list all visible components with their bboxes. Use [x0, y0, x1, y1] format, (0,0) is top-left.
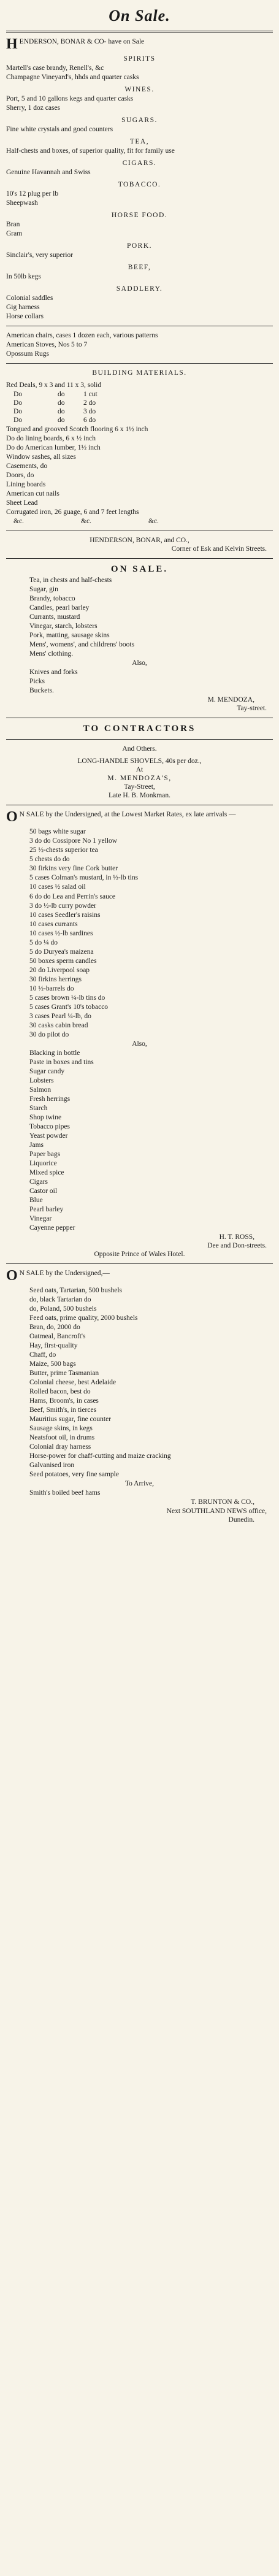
list-item: 50 boxes sperm candles	[29, 957, 97, 965]
ad4-list	[6, 827, 273, 1038]
ad4-signature-address: Dee and Don-streets.	[207, 1242, 267, 1250]
do-row	[6, 390, 273, 399]
list-item: 3 do do Cossipore No 1 yellow	[29, 837, 118, 845]
list-item: Casements, do	[6, 462, 48, 470]
list-item: Pearl barley	[29, 1206, 64, 1214]
ad1-building-title: BUILDING MATERIALS.	[92, 369, 187, 377]
list-item: Starch	[29, 1104, 48, 1112]
list-item: Sheet Lead	[6, 499, 38, 507]
section-title: PORK.	[126, 242, 153, 250]
list-item: Lobsters	[29, 1076, 54, 1084]
list-item: Salmon	[29, 1086, 52, 1094]
list-item: Sugar candy	[29, 1067, 65, 1075]
list-item: Colonial dray harness	[29, 1443, 91, 1451]
section-title: TEA,	[129, 137, 150, 145]
section-title: SPIRITS	[123, 55, 156, 63]
list-item: do, Poland, 500 bushels	[29, 1305, 97, 1313]
section-title: CIGARS.	[122, 159, 157, 167]
list-item: 10 cases currants	[29, 920, 78, 928]
ad-contractors	[6, 723, 273, 800]
do-cell: do	[58, 408, 65, 416]
list-item: Buckets.	[29, 686, 54, 694]
list-item: 10 cases ½-lb sardines	[29, 929, 93, 937]
list-item: Gram	[6, 229, 23, 237]
section-title: SUGARS.	[121, 116, 158, 124]
list-item: Mixed spice	[29, 1168, 64, 1176]
divider	[6, 739, 273, 740]
ad1-section	[6, 159, 273, 177]
list-item: Vinegar, starch, lobsters	[29, 622, 97, 630]
ad-ross	[6, 810, 273, 1259]
ad1-section	[6, 242, 273, 259]
do-cell: 2 do	[83, 399, 96, 407]
list-item: American Stoves, Nos 5 to 7	[6, 341, 88, 349]
etc-cell: &c.	[81, 518, 91, 526]
list-item: 3 cases Pearl ¼-lb, do	[29, 1012, 91, 1020]
list-item: Picks	[29, 677, 45, 685]
list-item: 30 firkins herrings	[29, 975, 82, 983]
list-item: do, black Tartarian do	[29, 1296, 91, 1304]
ad5-intro	[6, 1269, 273, 1282]
list-item: Cayenne pepper	[29, 1224, 75, 1232]
section-title: BEEF,	[128, 264, 151, 272]
ad5-signature-address: Next SOUTHLAND NEWS office,	[166, 1507, 267, 1515]
ad1-building-list	[6, 381, 273, 389]
do-row	[6, 399, 273, 407]
ad1-section	[6, 85, 273, 112]
ad5-signature: T. BRUNTON & CO.,	[191, 1498, 254, 1506]
list-item: Yeast powder	[29, 1132, 68, 1140]
ad5-signature-city: Dunedin.	[228, 1516, 254, 1524]
do-cell: 3 do	[83, 408, 96, 416]
divider	[6, 558, 273, 559]
do-cell: 6 do	[83, 416, 96, 424]
ad1-do-rows	[6, 390, 273, 424]
list-item: Half-chests and boxes, of superior quality, fit for family use	[6, 147, 175, 155]
list-item: Seed oats, Tartarian, 500 bushels	[29, 1287, 123, 1295]
list-item: Fresh herrings	[29, 1095, 71, 1103]
list-item: Opossum Rugs	[6, 350, 49, 358]
list-item: Rolled bacon, best do	[29, 1388, 91, 1396]
ad4-intro	[6, 810, 273, 824]
ad1-dropcap: H	[6, 36, 18, 52]
list-item: Jams	[29, 1141, 44, 1149]
list-item: Candles, pearl barley	[29, 604, 90, 611]
list-item: American cut nails	[6, 490, 59, 498]
do-cell: Do	[13, 399, 23, 407]
list-item: Liquorice	[29, 1159, 57, 1167]
list-item: 5 chests do do	[29, 856, 70, 864]
list-item: Tea, in chests and half-chests	[29, 576, 112, 584]
ad3-name: M. MENDOZA'S,	[107, 775, 172, 783]
ad1-misc-list	[6, 331, 273, 358]
ad5-dropcap: O	[6, 1268, 18, 1284]
ad1-intro-text: ENDERSON, BONAR & CO- have on Sale	[19, 37, 145, 45]
ad2-heading: ON SALE.	[110, 564, 169, 575]
ad1-signature: HENDERSON, BONAR, and CO.,	[90, 537, 189, 545]
do-cell: do	[58, 399, 65, 407]
list-item: Colonial cheese, best Adelaide	[29, 1379, 117, 1387]
list-item: 50 bags white sugar	[29, 828, 86, 836]
do-cell: Do	[13, 416, 23, 424]
list-item: Galvanised iron	[29, 1462, 75, 1470]
list-item: Champagne Vineyard's, hhds and quarter casks	[6, 73, 139, 81]
list-item: 10 cases Seedler's raisins	[29, 911, 101, 919]
list-item: 25 ½-chests superior tea	[29, 846, 98, 854]
ad1-section	[6, 137, 273, 155]
list-item: 5 cases Grant's 10's tobacco	[29, 1003, 109, 1011]
list-item: American chairs, cases 1 dozen each, various patterns	[6, 332, 158, 340]
list-item: Doors, do	[6, 472, 34, 480]
ad1-section	[6, 263, 273, 281]
ad-brunton	[6, 1269, 273, 1524]
ad2-list	[6, 576, 273, 658]
list-item: Window sashes, all sizes	[6, 453, 76, 461]
ad1-building-list-2	[6, 425, 273, 516]
list-item: Brandy, tobacco	[29, 594, 75, 602]
section-title: TOBACCO.	[118, 180, 161, 188]
divider	[6, 1263, 273, 1264]
ad3-at: At	[136, 766, 143, 774]
divider	[6, 31, 273, 33]
list-item: 3 do ½-lb curry powder	[29, 902, 96, 910]
ad4-signature: H. T. ROSS,	[219, 1233, 254, 1241]
list-item: Mens', womens', and childrens' boots	[29, 640, 135, 648]
etc-cell: &c.	[148, 518, 159, 526]
list-item: In 50lb kegs	[6, 273, 41, 281]
list-item: Horse-power for chaff-cutting and maize cracking	[29, 1452, 171, 1460]
ad1-section	[6, 180, 273, 207]
ad4-opposite: Opposite Prince of Wales Hotel.	[94, 1251, 185, 1259]
divider	[6, 363, 273, 364]
ad1-section	[6, 55, 273, 82]
ad1-signature-address: Corner of Esk and Kelvin Streets.	[171, 545, 267, 553]
ad4-list-2	[6, 1049, 273, 1232]
list-item: Castor oil	[29, 1187, 58, 1195]
ad-henderson-bonar	[6, 37, 273, 554]
list-item: Mens' clothing.	[29, 650, 74, 657]
list-item: Bran, do, 2000 do	[29, 1324, 80, 1332]
list-item: Bran	[6, 220, 20, 228]
list-item: 10's 12 plug per lb	[6, 190, 59, 197]
list-item: 6 do do Lea and Perrin's sauce	[29, 892, 116, 900]
list-item: Beef, Smith's, in tierces	[29, 1406, 97, 1414]
ad3-street: Tay-Street,	[124, 783, 155, 791]
list-item: 10 ½-barrels do	[29, 984, 74, 992]
list-item: Sherry, 1 doz cases	[6, 104, 61, 112]
do-cell: 1 cut	[83, 391, 97, 399]
ad2-signature: M. MENDOZA,	[207, 696, 254, 703]
list-item: 30 casks cabin bread	[29, 1021, 88, 1029]
list-item: Genuine Havannah and Swiss	[6, 168, 91, 176]
list-item: 5 cases brown ¼-lb tins do	[29, 994, 105, 1002]
etc-cell: &c.	[13, 518, 24, 526]
list-item: Blue	[29, 1197, 43, 1205]
list-item: Feed oats, prime quality, 2000 bushels	[29, 1314, 138, 1322]
ad2-also: Also,	[132, 659, 147, 667]
section-title: SADDLERY.	[116, 285, 163, 293]
ad3-subheading: And Others.	[122, 745, 157, 753]
ad2-list-2	[6, 668, 273, 695]
list-item: Sausage skins, in kegs	[29, 1425, 93, 1433]
list-item: Port, 5 and 10 gallons kegs and quarter casks	[6, 94, 134, 102]
list-item: Vinegar	[29, 1215, 52, 1223]
ad1-section	[6, 116, 273, 134]
list-item: Do do lining boards, 6 x ½ inch	[6, 435, 96, 443]
list-item: Blacking in bottle	[29, 1049, 80, 1057]
section-title: HORSE FOOD.	[111, 211, 168, 219]
ad-mendoza-on-sale	[6, 564, 273, 713]
list-item: 5 cases Colman's mustard, in ½-lb tins	[29, 874, 139, 882]
ad5-list	[6, 1286, 273, 1479]
do-row	[6, 407, 273, 416]
list-item: 30 do pilot do	[29, 1030, 69, 1038]
ad1-intro	[6, 37, 273, 51]
list-item: Gig harness	[6, 304, 40, 312]
do-cell: Do	[13, 391, 23, 399]
list-item: Corrugated iron, 26 guage, 6 and 7 feet lengths	[6, 508, 139, 516]
list-item: Horse collars	[6, 313, 44, 321]
list-item: Currants, mustard	[29, 613, 80, 621]
list-item: Shop twine	[29, 1113, 62, 1121]
list-item: Seed potatoes, very fine sample	[29, 1471, 119, 1479]
list-item: 10 cases ½ salad oil	[29, 883, 86, 891]
list-item: Sinclair's, very superior	[6, 251, 74, 259]
list-item: 5 do Duryea's maizena	[29, 948, 94, 956]
list-item: Smith's boiled beef hams	[29, 1489, 101, 1497]
list-item: Oatmeal, Bancroft's	[29, 1333, 86, 1341]
list-item: Fine white crystals and good counters	[6, 125, 113, 133]
list-item: Red Deals, 9 x 3 and 11 x 3, solid	[6, 381, 102, 389]
masthead-title: On Sale.	[109, 7, 170, 25]
list-item: Mauritius sugar, fine counter	[29, 1416, 112, 1424]
list-item: Tobacco pipes	[29, 1122, 70, 1130]
ad3-line1: LONG-HANDLE SHOVELS, 40s per doz.,	[77, 757, 202, 765]
newspaper-page	[6, 0, 273, 1524]
list-item: Sheepwash	[6, 199, 38, 207]
ad5-to-arrive: To Arrive,	[124, 1480, 155, 1488]
ad1-section	[6, 211, 273, 238]
list-item: Hay, first-quality	[29, 1342, 78, 1350]
list-item: 20 do Liverpool soap	[29, 966, 90, 974]
list-item: Maize, 500 bags	[29, 1360, 76, 1368]
ad5-intro-text: N SALE by the Undersigned,—	[19, 1270, 110, 1278]
ad4-intro-text: N SALE by the Undersigned, at the Lowest Market Rates, ex late arrivals —	[19, 811, 236, 819]
ad2-signature-address: Tay-street.	[237, 704, 267, 712]
list-item: Pork, matting, sausage skins	[29, 631, 110, 639]
ad1-section	[6, 285, 273, 321]
list-item: Sugar, gin	[29, 585, 58, 593]
list-item: Colonial saddles	[6, 294, 53, 302]
list-item: Knives and forks	[29, 668, 78, 676]
ad4-also: Also,	[132, 1040, 147, 1048]
list-item: Paste in boxes and tins	[29, 1058, 94, 1066]
list-item: Do do American lumber, 1½ inch	[6, 444, 101, 452]
do-cell: Do	[13, 408, 23, 416]
do-row	[6, 416, 273, 424]
list-item: 5 do ¼ do	[29, 938, 58, 946]
ad4-dropcap: O	[6, 809, 18, 826]
ad3-heading: TO CONTRACTORS	[83, 724, 196, 734]
ad5-list-2	[6, 1489, 273, 1497]
do-cell: do	[58, 391, 65, 399]
section-title: WINES.	[124, 85, 155, 93]
list-item: Martell's case brandy, Renell's, &c	[6, 64, 104, 72]
do-cell: do	[58, 416, 65, 424]
list-item: 30 firkins very fine Cork butter	[29, 865, 118, 873]
list-item: Cigars	[29, 1178, 48, 1186]
list-item: Paper bags	[29, 1150, 61, 1158]
list-item: Lining boards	[6, 481, 46, 489]
ad3-late: Late H. B. Monkman.	[109, 792, 170, 800]
ad1-etc-row	[6, 517, 273, 526]
list-item: Butter, prime Tasmanian	[29, 1370, 99, 1378]
list-item: Tongued and grooved Scotch flooring 6 x 1½ inch	[6, 426, 148, 434]
list-item: Chaff, do	[29, 1351, 56, 1359]
list-item: Neatsfoot oil, in drums	[29, 1434, 95, 1442]
ad1-sections	[6, 55, 273, 321]
list-item: Hams, Broom's, in cases	[29, 1397, 99, 1405]
